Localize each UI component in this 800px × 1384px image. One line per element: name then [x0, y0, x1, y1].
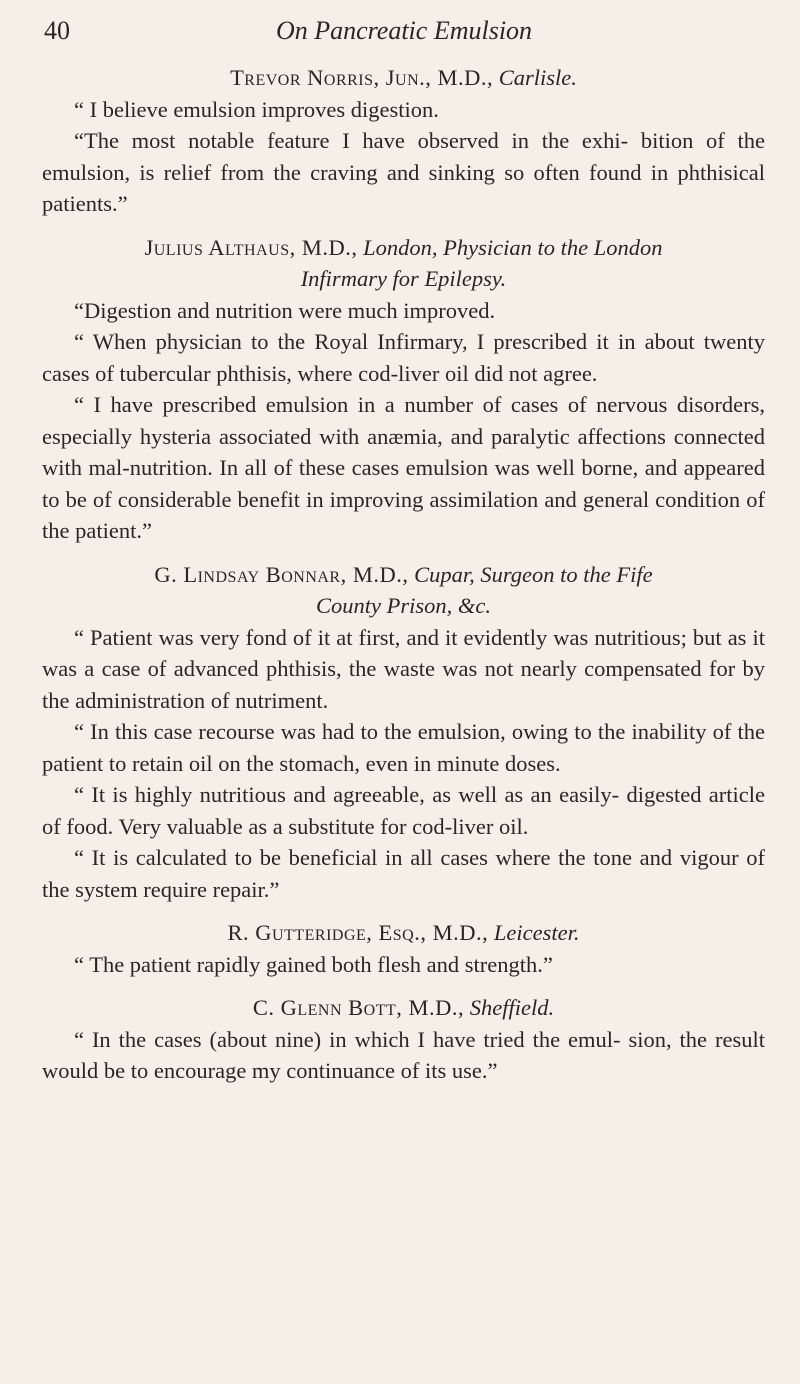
testimonial-entry — [42, 232, 765, 547]
author-position: Infirmary for Epilepsy. — [300, 266, 507, 291]
page-body — [42, 62, 765, 1091]
author-position: County Prison, &c. — [316, 593, 491, 618]
quote-paragraph: “ In the cases (about nine) in which I have tried the emul- sion, the result would be to encourage my continuance of its use.” — [42, 1026, 765, 1083]
author-name: Trevor Norris, Jun., M.D., — [230, 65, 494, 90]
testimonial-entry — [42, 559, 765, 906]
page-number: 40 — [44, 16, 70, 45]
quote-paragraph: “ I have prescribed emulsion in a number of cases of nervous disorders, especially hysteria associated with anæmia, and paralytic affections connected with mal-nutrition. In all of these cases emulsion was well borne, and appeared to be of considerable benefit in improving assimilation and general condition of the patient.” — [42, 392, 765, 543]
page-header — [44, 16, 764, 56]
author-place: Leicester. — [493, 920, 580, 945]
testimonial-entry — [42, 62, 765, 220]
author-place: Sheffield. — [469, 995, 555, 1020]
attribution — [42, 62, 765, 94]
quote-paragraph: “The most notable feature I have observed in the exhi- bition of the emulsion, is relief from the craving and sinking so often found in phthisical patients.” — [42, 128, 765, 216]
quote-paragraph: “ Patient was very fond of it at first, and it evidently was nutritious; but as it was a case of advanced phthisis, the waste was not nearly compensated for by the administration of nutriment. — [42, 624, 765, 713]
author-name: G. Lindsay Bonnar, M.D., — [154, 561, 409, 587]
author-place: Carlisle. — [498, 65, 577, 90]
quote-paragraph: “ It is highly nutritious and agreeable, as well as an easily- digested article of food. Very valuable as a substitute for cod-liver oil. — [42, 782, 765, 839]
quote-paragraph: “ It is calculated to be beneficial in all cases where the tone and vigour of the system require repair.” — [42, 845, 765, 902]
author-place: Cupar, Surgeon to the Fife — [414, 561, 653, 587]
attribution — [42, 992, 765, 1024]
author-name: R. Gutteridge, Esq., M.D., — [227, 920, 489, 945]
testimonial-entry — [42, 917, 765, 980]
quote-paragraph: “ I believe emulsion improves digestion. — [74, 96, 439, 122]
attribution — [42, 559, 765, 622]
testimonial-entry — [42, 992, 765, 1087]
quote-paragraph: “ When physician to the Royal Infirmary, I prescribed it in about twenty cases of tubercular phthisis, where cod-liver oil did not agree. — [42, 329, 765, 386]
quote-paragraph: “ The patient rapidly gained both flesh and strength.” — [74, 951, 553, 977]
quote-paragraph: “ In this case recourse was had to the emulsion, owing to the inability of the patient to retain oil on the stomach, even in minute doses. — [42, 719, 765, 776]
author-name: C. Glenn Bott, M.D., — [252, 995, 465, 1020]
author-name: Julius Althaus, M.D., — [144, 234, 358, 260]
running-title: On Pancreatic Emulsion — [275, 16, 533, 45]
quote-paragraph: “Digestion and nutrition were much improved. — [74, 297, 496, 323]
attribution — [42, 917, 765, 949]
attribution — [42, 232, 765, 295]
author-place: London, Physician to the London — [363, 234, 663, 260]
